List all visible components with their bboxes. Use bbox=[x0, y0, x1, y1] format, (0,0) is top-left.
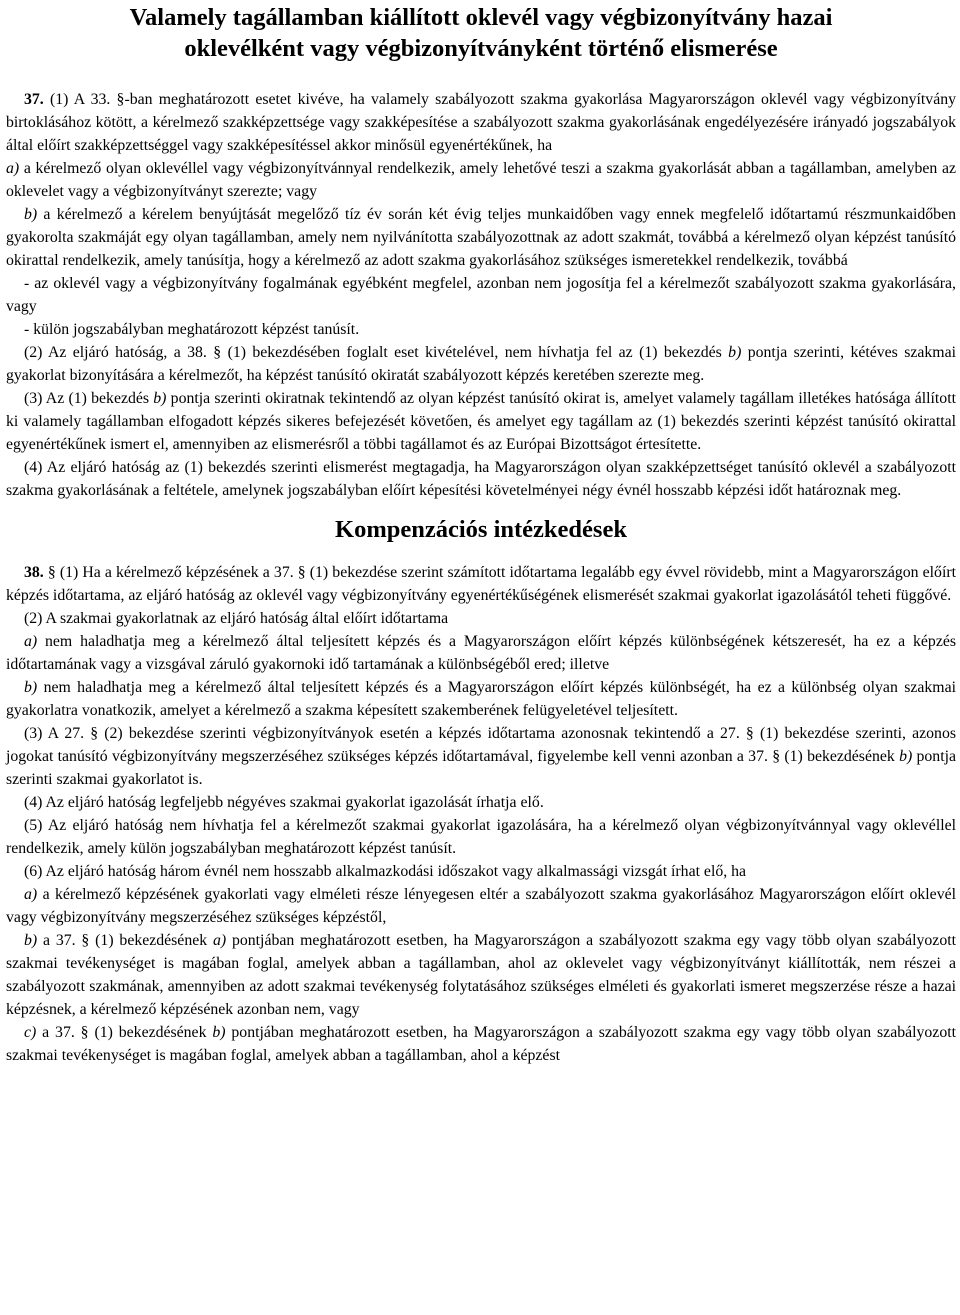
s37-paragraph-1: 37. (1) A 33. §-ban meghatározott esetet kivéve, ha valamely szabályozott szakma gyakorlása Magyarországon oklevél vagy végbizonyítvány birtoklásához kötött, a kérelmező szakképzettsége vagy szakképesítése a szabályozott szakma gyakorlásának engedélyezésére irányadó jogszabályok által előírt szakképzettséggel vagy szakképesítéssel akkor minősül egyenértékűnek, ha bbox=[6, 91, 956, 154]
s38-paragraph-2: (2) A szakmai gyakorlatnak az eljáró hatóság által előírt időtartama bbox=[24, 610, 449, 627]
s38-paragraph-1: 38. § (1) Ha a kérelmező képzésének a 37. § (1) bekezdése szerint számított időtartama legalább egy évvel rövidebb, mint a Magyarországon előírt képzés időtartama, az eljáró hatóság az oklevél vagy végbizonyítvány egyenértékűségének elismerését szakmai gyakorlat igazolásától teheti függővé. bbox=[6, 564, 956, 604]
s37-dash-item-1: - az oklevél vagy a végbizonyítvány fogalmának egyébként megfelel, azonban nem jogosítja fel a kérelmezőt szabályozott szakma gyakorlására, vagy bbox=[6, 275, 956, 315]
s38-p6-point-a: a) a kérelmező képzésének gyakorlati vagy elméleti része lényegesen eltér a szabályozott szakma gyakorlásához Magyarországon előírt oklevél vagy végbizonyítvány megszerzéséhez szükséges képzéstől, bbox=[6, 886, 956, 926]
section-heading: Kompenzációs intézkedések bbox=[335, 516, 627, 543]
s37-paragraph-3: (3) Az (1) bekezdés b) pontja szerinti okiratnak tekintendő az olyan képzést tanúsító okirat is, amelyet valamely tagállam illetékes hatósága állított ki valamely tagállamban elfogadott képzés sikeres befejezését követően, és amelyet egy tagállam az (1) bekezdés szerinti képzést tanúsító okirattal egyenértékűnek ismert el, amennyiben az elismerésről a többi tagállamot és az Európai Bizottságot értesítette. bbox=[6, 390, 956, 453]
s37-dash-item-2: - külön jogszabályban meghatározott képzést tanúsít. bbox=[24, 321, 360, 338]
s38-p6-point-b: b) a 37. § (1) bekezdésének a) pontjában meghatározott esetben, ha Magyarországon a szabályozott szakma egy vagy több olyan szabályozott szakmai tevékenységet is magában foglal, amelyek abban a tagállamban, ahol az oklevelet vagy végbizonyítványt kiállították, nem részei a szabályozott szakmának, amennyiben az adott szakmai tevékenység folytatásához szükséges elméleti és gyakorlati ismeret megszerzése része a hazai képzésnek, a kérelmező képzésének azonban nem, vagy bbox=[6, 932, 956, 1018]
s38-paragraph-3: (3) A 27. § (2) bekezdése szerinti végbizonyítványok esetén a képzés időtartama azonosnak tekintendő a 27. § (1) bekezdése szerinti, azonos jogokat tanúsító végbizonyítvány megszerzéséhez szükséges képzés időtartamával, figyelembe kell venni azonban a 37. § (1) bekezdésének b) pontja szerinti szakmai gyakorlatot is. bbox=[6, 725, 956, 788]
s37-paragraph-4: (4) Az eljáró hatóság az (1) bekezdés szerinti elismerést megtagadja, ha Magyarországon olyan szakképzettséget tanúsító oklevél a szabályozott szakma gyakorlásának a feltétele, amelynek jogszabályban előírt képesítési követelményei négy évnél hosszabb képzési időt határoznak meg. bbox=[6, 459, 956, 499]
section-37 bbox=[6, 64, 956, 502]
s38-paragraph-5: (5) Az eljáró hatóság nem hívhatja fel a kérelmezőt szakmai gyakorlat igazolására, ha a kérelmező olyan végbizonyítvánnyal vagy oklevéllel rendelkezik, amely külön jogszabályban meghatározott képzést tanúsít. bbox=[6, 817, 956, 857]
title-line-2: oklevélként vagy végbizonyítványként történő elismerése bbox=[184, 35, 778, 62]
s38-p6-point-c: c) a 37. § (1) bekezdésének b) pontjában meghatározott esetben, ha Magyarországon a szabályozott szakma egy vagy több olyan szabályozott szakmai tevékenységet is magában foglal, amelyek abban a tagállamban, ahol a képzést bbox=[6, 1024, 956, 1064]
s37-point-a-label: a) bbox=[6, 160, 20, 177]
s37-point-b-label: b) bbox=[24, 206, 38, 223]
title-line-1: Valamely tagállamban kiállított oklevél vagy végbizonyítvány hazai bbox=[129, 4, 833, 31]
s38-p2-point-a: a) nem haladhatja meg a kérelmező által teljesített képzés és a Magyarországon előírt képzés különbségének kétszeresét, ha ez a képzés időtartamának vagy a vizsgával záruló gyakornoki idő tartamának a különbségéből ered; illetve bbox=[6, 633, 956, 673]
s38-number: 38. bbox=[24, 564, 44, 581]
s38-paragraph-4: (4) Az eljáró hatóság legfeljebb négyéves szakmai gyakorlat igazolását írhatja elő. bbox=[24, 794, 544, 811]
s37-point-a: a) a kérelmező olyan oklevéllel vagy végbizonyítvánnyal rendelkezik, amely lehetővé teszi a szakma gyakorlását abban a tagállamban, amelyben az oklevelet vagy a végbizonyítványt szerezte; vagy bbox=[6, 160, 956, 200]
s37-point-b: b) a kérelmező a kérelem benyújtását megelőző tíz év során két évig teljes munkaidőben vagy ennek megfelelő időtartamú részmunkaidőben gyakorolta szakmáját egy olyan tagállamban, amely nem nyilvánította szabályozottnak az adott szakmát, továbbá a kérelmező olyan képzést tanúsító okirattal rendelkezik, amely tanúsítja, hogy a kérelmező az adott szakma gyakorlásához szükséges ismeretekkel rendelkezik, továbbá bbox=[6, 206, 956, 269]
s37-paragraph-2: (2) Az eljáró hatóság, a 38. § (1) bekezdésében foglalt eset kivételével, nem hívhatja fel az (1) bekezdés b) pontja szerinti, kétéves szakmai gyakorlat bizonyítására a kérelmezőt, ha képzést tanúsító okiratát szabályozott képzés keretében szerezte meg. bbox=[6, 344, 956, 384]
s37-number: 37. bbox=[24, 91, 44, 108]
section-38 bbox=[6, 561, 956, 1067]
s38-p2-point-b: b) nem haladhatja meg a kérelmező által teljesített képzés és a Magyarországon előírt képzés különbségét, ha ez a különbség olyan szakmai gyakorlatra vonatkozik, amelyet a kérelmező a szakma képesített szakemberének felügyeletével teljesített. bbox=[6, 679, 956, 719]
document-title bbox=[6, 0, 956, 64]
s38-paragraph-6: (6) Az eljáró hatóság három évnél nem hosszabb alkalmazkodási időszakot vagy alkalmassági vizsgát írhat elő, ha bbox=[24, 863, 747, 880]
